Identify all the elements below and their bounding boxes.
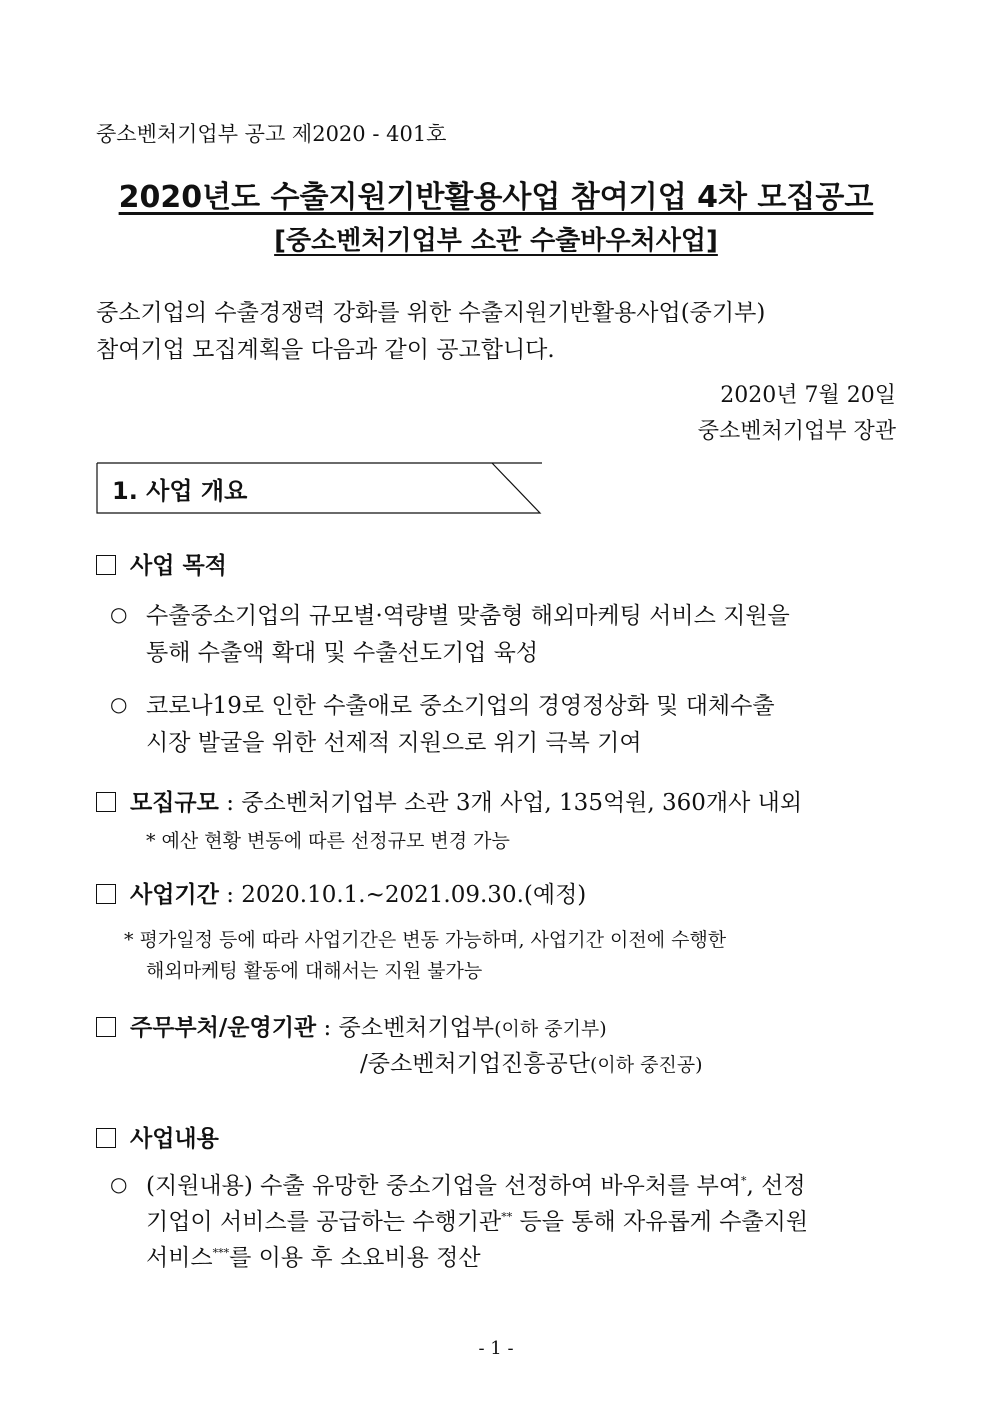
period-note-line-2: 해외마케팅 활동에 대해서는 지원 불가능 [146, 960, 483, 982]
checkbox-square-icon [96, 555, 116, 575]
purpose-bullet-1-line-2: 통해 수출액 확대 및 수출선도기업 육성 [146, 640, 539, 666]
org-row [96, 1009, 607, 1042]
checkbox-square-icon [96, 792, 116, 812]
org-line-1-paren: (이하 중기부) [494, 1018, 607, 1040]
document-subtitle: [중소벤처기업부 소관 수출바우처사업] [274, 226, 718, 256]
checkbox-square-icon [96, 1017, 116, 1037]
checkbox-square-icon [96, 1128, 116, 1148]
org-line-2 [360, 1045, 703, 1078]
scale-value: : 중소벤처기업부 소관 3개 사업, 135억원, 360개사 내외 [226, 790, 803, 816]
period-note-line-1: * 평가일정 등에 따라 사업기간은 변동 가능하며, 사업기간 이전에 수행한 [124, 929, 727, 951]
content-line-3: 서비스***를 이용 후 소요비용 정산 [146, 1245, 481, 1271]
document-title: 2020년도 수출지원기반활용사업 참여기업 4차 모집공고 [118, 180, 874, 215]
intro-line-2: 참여기업 모집계획을 다음과 같이 공고합니다. [96, 337, 555, 363]
content-line-1: (지원내용) 수출 유망한 중소기업을 선정하여 바우처를 부여*, 선정 [146, 1173, 806, 1199]
scale-row [96, 784, 802, 817]
purpose-bullet-1-line-1: 수출중소기업의 규모별·역량별 맞춤형 해외마케팅 서비스 지원을 [146, 603, 790, 629]
org-line-2-main: /중소벤처기업진흥공단 [360, 1051, 590, 1077]
scale-note: * 예산 현황 변동에 따른 선정규모 변경 가능 [146, 830, 510, 852]
scale-label: 모집규모 [130, 790, 219, 816]
period-row [96, 876, 586, 909]
bullet-circle-icon: ○ [110, 692, 128, 716]
org-label: 주무부처/운영기관 [130, 1015, 317, 1041]
org-line-1-main: 중소벤처기업부 [338, 1015, 495, 1041]
section-1-title: 1. 사업 개요 [112, 477, 248, 505]
purpose-bullet-2-line-1: 코로나19로 인한 수출애로 중소기업의 경영정상화 및 대체수출 [146, 693, 775, 719]
announcement-date: 2020년 7월 20일 [720, 383, 896, 408]
intro-line-1: 중소기업의 수출경쟁력 강화를 위한 수출지원기반활용사업(중기부) [96, 300, 766, 326]
purpose-heading: 사업 목적 [96, 547, 227, 580]
issuer: 중소벤처기업부 장관 [697, 419, 896, 444]
purpose-bullet-2-line-2: 시장 발굴을 위한 선제적 지원으로 위기 극복 기여 [146, 730, 642, 756]
org-colon: : [323, 1015, 332, 1041]
period-label: 사업기간 [130, 882, 219, 908]
section-1-header [96, 462, 542, 514]
notice-number: 중소벤처기업부 공고 제2020 - 401호 [96, 122, 447, 146]
bullet-circle-icon: ○ [110, 602, 128, 626]
period-value: : 2020.10.1.~2021.09.30.(예정) [226, 882, 587, 908]
content-line-2: 기업이 서비스를 공급하는 수행기관** 등을 통해 자유롭게 수출지원 [146, 1209, 809, 1235]
checkbox-square-icon [96, 884, 116, 904]
org-line-2-paren: (이하 중진공) [589, 1054, 703, 1076]
bullet-circle-icon: ○ [110, 1172, 128, 1196]
content-heading: 사업내용 [96, 1120, 219, 1153]
page-number: - 1 - [478, 1338, 514, 1359]
